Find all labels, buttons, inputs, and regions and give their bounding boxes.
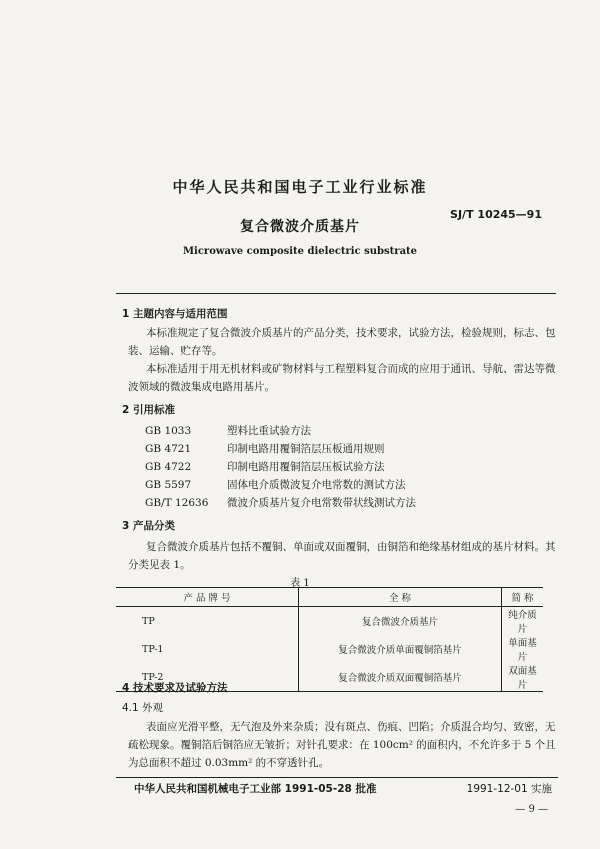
section-3-paragraph-1: 复合微波介质基片包括不覆铜、单面或双面覆铜，由铜箔和绝缘基材组成的基片材料。其分类见表 1。 <box>128 541 556 571</box>
reference-code: GB 5597 <box>145 479 192 491</box>
table-caption: 表 1 <box>290 578 310 589</box>
section-4-1-heading: 4.1 外观 <box>122 702 164 714</box>
reference-code: GB 4722 <box>145 461 192 473</box>
footer-rule <box>116 777 558 778</box>
product-classification-table <box>116 587 543 692</box>
reference-code: GB 1033 <box>145 425 192 437</box>
reference-item <box>145 495 545 510</box>
table-cell: 双面基片 <box>502 663 544 692</box>
table-cell: TP-2 <box>116 663 299 692</box>
section-1-paragraph-1: 本标准规定了复合微波介质基片的产品分类，技术要求，试验方法，检验规则，标志、包装、运输、贮存等。 <box>128 327 556 357</box>
table-header-cell: 产 品 牌 号 <box>116 588 299 607</box>
table-cell: 复合微波介质基片 <box>299 607 502 636</box>
reference-item <box>145 477 545 492</box>
table-row <box>116 607 543 636</box>
reference-title: 微波介质基片复介电常数带状线测试方法 <box>227 497 416 509</box>
table-header-cell: 简 称 <box>502 588 544 607</box>
document-title-cn: 复合微波介质基片 <box>240 219 360 235</box>
document-title-en: Microwave composite dielectric substrate <box>182 246 418 257</box>
reference-title: 印制电路用覆铜箔层压板通用规则 <box>227 443 385 455</box>
table-cell: TP-1 <box>142 643 164 655</box>
table-cell: 复合微波介质单面覆铜箔基片 <box>299 635 502 663</box>
reference-title: 塑料比重试验方法 <box>227 425 311 437</box>
section-1-heading: 1 主题内容与适用范围 <box>122 308 228 320</box>
reference-item <box>145 423 545 438</box>
section-3-heading: 3 产品分类 <box>122 520 175 532</box>
table-header-cell: 全 称 <box>299 588 502 607</box>
table-header-row <box>116 588 543 607</box>
section-4-1-body <box>128 718 558 772</box>
approval-line: 中华人民共和国机械电子工业部 1991-05-28 批准 <box>134 783 377 795</box>
section-1-paragraph-2: 本标准适用于用无机材料或矿物材料与工程塑料复合而成的应用于通讯、导航、雷达等微波领域的微波集成电路用基片。 <box>128 363 556 393</box>
reference-item <box>145 441 545 456</box>
standard-code: SJ/T 10245—91 <box>450 208 542 221</box>
table-cell: TP <box>142 615 155 627</box>
reference-code: GB/T 12636 <box>145 497 209 509</box>
section-4-1-paragraph-1: 表面应光滑平整，无气泡及外来杂质；没有斑点、伤痕、凹陷；介质混合均匀、致密，无疏松现象。覆铜箔后铜箔应无皱折；对针孔要求：在 100cm² 的面积内，不允许多于 5 个且为总面积不超过 0.03mm² 的不穿透针孔。 <box>128 721 556 769</box>
table-cell: 复合微波介质双面覆铜箔基片 <box>299 663 502 692</box>
table-row <box>116 635 543 663</box>
reference-code: GB 4721 <box>145 443 192 455</box>
section-3-body <box>128 538 558 574</box>
page-number: — 9 — <box>515 804 548 815</box>
section-2-heading: 2 引用标准 <box>122 404 175 416</box>
reference-title: 印制电路用覆铜箔层压板试验方法 <box>227 461 385 473</box>
reference-title: 固体电介质微波复介电常数的测试方法 <box>227 479 406 491</box>
table-cell: 纯介质片 <box>508 610 537 635</box>
industry-standard-title: 中华人民共和国电子工业行业标准 <box>172 178 428 196</box>
reference-item <box>145 459 545 474</box>
header-rule <box>116 293 556 294</box>
table-cell: 单面基片 <box>508 638 537 663</box>
section-4-heading: 4 技术要求及试验方法 <box>122 682 228 694</box>
section-1-body <box>128 324 558 396</box>
implementation-date: 1991-12-01 实施 <box>466 783 552 795</box>
